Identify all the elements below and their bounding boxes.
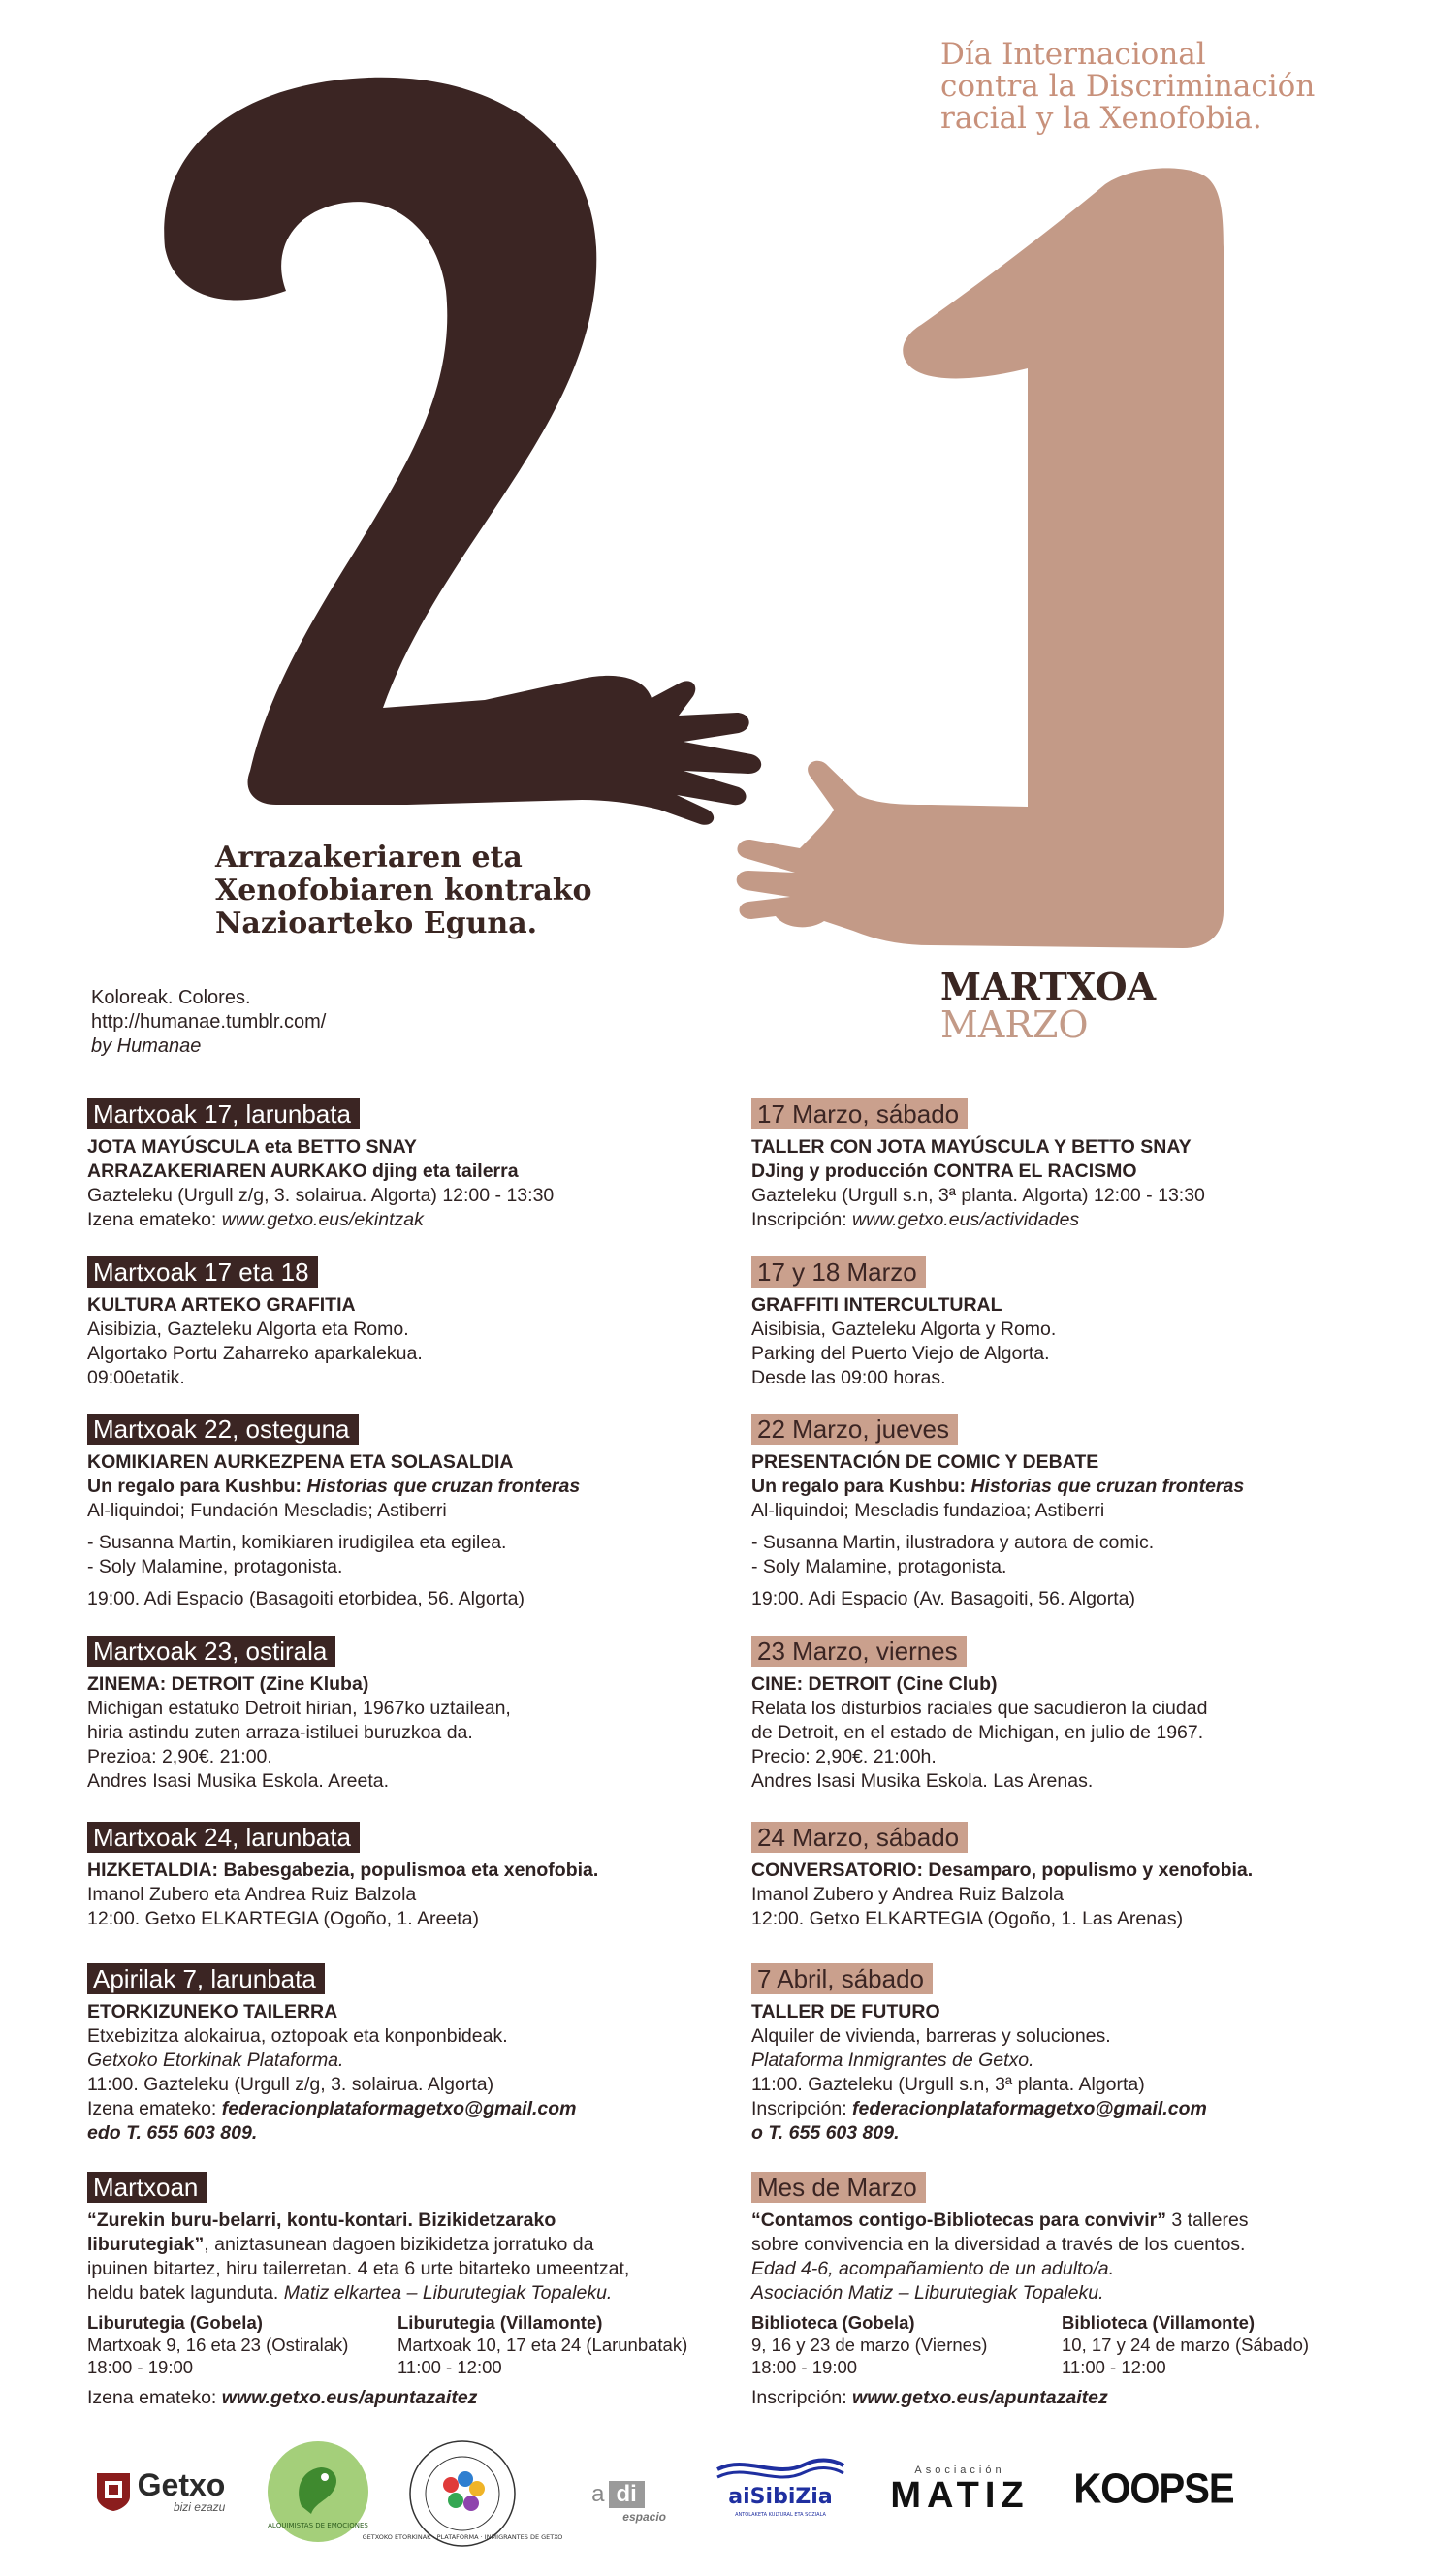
- description-text: , aniztasunean dagoen bizikidetza jorratuko da: [204, 2234, 594, 2255]
- library-dates: Martxoak 9, 16 eta 23 (Ostiralak): [87, 2335, 349, 2355]
- title-text: “Contamos contigo-Bibliotecas para convivir”: [751, 2210, 1166, 2231]
- event-location: 11:00. Gazteleku (Urgull s.n, 3ª planta. Algorta): [751, 2074, 1145, 2095]
- event-basque-4: [87, 1636, 708, 1794]
- plataforma-text: GETXOKO ETORKINAK · PLATAFORMA · INMIGRANTES DE GETXO: [362, 2533, 563, 2541]
- description-text: heldu batek lagunduta.: [87, 2282, 284, 2304]
- event-basque-2: [87, 1256, 708, 1390]
- getxo-wordmark: Getxo: [137, 2467, 226, 2502]
- event-description: [87, 2281, 708, 2306]
- event-spanish-6: [751, 1963, 1372, 2146]
- aisibizia-tagline: ANTOLAKETA KULTURAL ETA SOZIALA: [735, 2512, 826, 2518]
- registration-link[interactable]: www.getxo.eus/ekintzak: [221, 1209, 424, 1230]
- event-title: KULTURA ARTEKO GRAFITIA: [87, 1294, 356, 1316]
- library-title: Liburutegia (Gobela): [87, 2312, 263, 2333]
- event-subtitle: ARRAZAKERIAREN AURKAKO djing eta tailerra: [87, 1161, 519, 1182]
- event-date: 17 Marzo, sábado: [751, 1098, 968, 1129]
- event-location: 12:00. Getxo ELKARTEGIA (Ogoño, 1. Las Arenas): [751, 1908, 1184, 1929]
- event-title: KOMIKIAREN AURKEZPENA ETA SOLASALDIA: [87, 1451, 514, 1473]
- getxo-logo[interactable]: [87, 2463, 233, 2521]
- event-date: 23 Marzo, viernes: [751, 1636, 967, 1667]
- title-es-line-3: racial y la Xenofobia.: [940, 101, 1262, 136]
- title-eu-line-3: Nazioarteko Eguna.: [215, 906, 538, 940]
- library-time: 11:00 - 12:00: [398, 2357, 502, 2377]
- library-time: 11:00 - 12:00: [1062, 2357, 1166, 2377]
- plataforma-circle-icon: [362, 2438, 563, 2550]
- event-date: Martxoak 17 eta 18: [87, 1256, 318, 1288]
- library-villamonte: [398, 2311, 708, 2378]
- event-basque-7: [87, 2172, 708, 2410]
- event-title: [751, 2209, 1372, 2233]
- event-spanish-7: [751, 2172, 1372, 2410]
- event-basque-5: [87, 1822, 708, 1931]
- aisibizia-wave-icon: [708, 2450, 853, 2528]
- plataforma-inmigrantes-logo[interactable]: [362, 2438, 563, 2550]
- event-location: Gazteleku (Urgull s.n, 3ª planta. Algorta) 12:00 - 13:30: [751, 1185, 1205, 1206]
- registration-link[interactable]: www.getxo.eus/apuntazaitez: [221, 2387, 478, 2408]
- event-detail: Etxebizitza alokairua, oztopoak eta konponbideak.: [87, 2025, 508, 2047]
- event-organizer: Getxoko Etorkinak Plataforma.: [87, 2050, 344, 2071]
- event-registration: [751, 2386, 1372, 2410]
- library-villamonte: [1062, 2311, 1372, 2378]
- title-eu-line-1: Arrazakeriaren eta: [215, 841, 523, 875]
- event-location: Andres Isasi Musika Eskola. Las Arenas.: [751, 1770, 1094, 1792]
- title-eu-line-2: Xenofobiaren kontrako: [215, 874, 592, 907]
- library-dates: 9, 16 y 23 de marzo (Viernes): [751, 2335, 988, 2355]
- adi-block: di: [609, 2481, 645, 2508]
- description-text: 3 talleres: [1166, 2210, 1249, 2231]
- event-date: Martxoan: [87, 2172, 207, 2203]
- event-detail: Aisibisia, Gazteleku Algorta y Romo.: [751, 1319, 1057, 1340]
- event-price: Precio: 2,90€. 21:00h.: [751, 1746, 937, 1767]
- event-title: JOTA MAYÚSCULA eta BETTO SNAY: [87, 1136, 417, 1158]
- event-date: Mes de Marzo: [751, 2172, 926, 2203]
- adi-letter: a: [591, 2481, 605, 2507]
- event-spanish-3: [751, 1414, 1372, 1611]
- event-detail: Michigan estatuko Detroit hirian, 1967ko uztailean,: [87, 1698, 511, 1719]
- registration-label: Izena emateko:: [87, 2098, 222, 2119]
- library-schedule: [87, 2311, 708, 2378]
- event-description: ipuinen bitartez, hiru tailerretan. 4 eta 6 urte bitarteko umeentzat,: [87, 2258, 630, 2279]
- title-spanish: [940, 39, 1406, 135]
- event-detail: Al-liquindoi; Mescladis fundazioa; Astiberri: [751, 1500, 1105, 1521]
- event-spanish-5: [751, 1822, 1372, 1931]
- month-basque: MARTXOA: [940, 965, 1157, 1008]
- event-registration: [87, 1208, 708, 1232]
- numeral-two-shape: [164, 78, 761, 825]
- event-description: sobre convivencia en la diversidad a través de los cuentos.: [751, 2234, 1246, 2255]
- event-title: TALLER CON JOTA MAYÚSCULA Y BETTO SNAY: [751, 1136, 1192, 1158]
- event-detail: Algortako Portu Zaharreko aparkalekua.: [87, 1343, 423, 1364]
- event-spanish-4: [751, 1636, 1372, 1794]
- event-detail: de Detroit, en el estado de Michigan, en julio de 1967.: [751, 1722, 1204, 1743]
- adi-subtitle: espacio: [622, 2510, 666, 2524]
- event-title: HIZKETALDIA: Babesgabezia, populismoa eta xenofobia.: [87, 1860, 599, 1881]
- event-location: 19:00. Adi Espacio (Av. Basagoiti, 56. Algorta): [751, 1588, 1136, 1609]
- event-location: 12:00. Getxo ELKARTEGIA (Ogoño, 1. Areeta): [87, 1908, 479, 1929]
- event-registration: [751, 1208, 1372, 1232]
- getxo-tagline: bizi ezazu: [173, 2500, 226, 2514]
- koopse-logo[interactable]: [1071, 2460, 1236, 2518]
- library-time: 18:00 - 19:00: [751, 2357, 858, 2377]
- matiz-logo[interactable]: [887, 2453, 1033, 2526]
- subtitle-lead: Un regalo para Kushbu:: [751, 1476, 971, 1497]
- event-date: 7 Abril, sábado: [751, 1963, 933, 1994]
- event-date: 17 y 18 Marzo: [751, 1256, 926, 1288]
- sponsor-logos: [78, 2438, 1367, 2545]
- event-title: “Zurekin buru-belarri, kontu-kontari. Bizikidetzarako: [87, 2210, 556, 2231]
- event-detail: Aisibizia, Gazteleku Algorta eta Romo.: [87, 1319, 409, 1340]
- registration-label: Inscripción:: [751, 2387, 853, 2408]
- event-basque-6: [87, 1963, 708, 2146]
- event-detail: hiria astindu zuten arraza-istiluei buruzkoa da.: [87, 1722, 473, 1743]
- registration-label: Izena emateko:: [87, 1209, 222, 1230]
- event-spanish-1: [751, 1098, 1372, 1232]
- registration-link[interactable]: www.getxo.eus/actividades: [852, 1209, 1080, 1230]
- event-detail: Imanol Zubero eta Andrea Ruiz Balzola: [87, 1884, 417, 1905]
- aisibizia-logo[interactable]: [708, 2450, 853, 2528]
- event-registration: [751, 2097, 1372, 2121]
- event-price: Prezioa: 2,90€. 21:00.: [87, 1746, 272, 1767]
- event-title: ZINEMA: DETROIT (Zine Kluba): [87, 1673, 369, 1695]
- title-es-line-2: contra la Discriminación: [940, 69, 1316, 104]
- title-es-line-1: Día Internacional: [940, 37, 1206, 72]
- adi-espacio-logo[interactable]: [562, 2465, 674, 2524]
- event-organizer: Matiz elkartea – Liburutegiak Topaleku.: [283, 2282, 613, 2304]
- event-detail: - Soly Malamine, protagonista.: [751, 1556, 1007, 1577]
- registration-link[interactable]: www.getxo.eus/apuntazaitez: [852, 2387, 1108, 2408]
- event-phone: o T. 655 603 809.: [751, 2122, 900, 2144]
- hero-21-illustration: [0, 0, 1431, 970]
- registration-label: Inscripción:: [751, 1209, 853, 1230]
- event-time: Desde las 09:00 horas.: [751, 1367, 946, 1388]
- event-date: Apirilak 7, larunbata: [87, 1963, 325, 1994]
- registration-label: Inscripción:: [751, 2098, 853, 2119]
- event-time: 09:00etatik.: [87, 1367, 185, 1388]
- credit-url-link[interactable]: http://humanae.tumblr.com/: [91, 1011, 327, 1033]
- library-dates: Martxoak 10, 17 eta 24 (Larunbatak): [398, 2335, 688, 2355]
- registration-email-link[interactable]: federacionplataformagetxo@gmail.com: [221, 2098, 577, 2119]
- event-detail: Alquiler de vivienda, barreras y soluciones.: [751, 2025, 1111, 2047]
- registration-email-link[interactable]: federacionplataformagetxo@gmail.com: [852, 2098, 1207, 2119]
- event-location: Gazteleku (Urgull z/g, 3. solairua. Algorta) 12:00 - 13:30: [87, 1185, 555, 1206]
- event-detail: - Soly Malamine, protagonista.: [87, 1556, 343, 1577]
- event-detail: Parking del Puerto Viejo de Algorta.: [751, 1343, 1050, 1364]
- event-date: 24 Marzo, sábado: [751, 1822, 968, 1853]
- matiz-tagline: Asociación: [914, 2464, 1005, 2476]
- event-subtitle: DJing y producción CONTRA EL RACISMO: [751, 1161, 1137, 1182]
- alquimistas-badge-icon: [265, 2438, 371, 2545]
- alquimistas-text: ALQUIMISTAS DE EMOCIONES: [268, 2522, 368, 2529]
- library-time: 18:00 - 19:00: [87, 2357, 194, 2377]
- credit-author: by Humanae: [91, 1035, 202, 1057]
- event-detail: Relata los disturbios raciales que sacudieron la ciudad: [751, 1698, 1208, 1719]
- event-organizer: Plataforma Inmigrantes de Getxo.: [751, 2050, 1034, 2071]
- event-organizer: Asociación Matiz – Liburutegiak Topaleku.: [751, 2282, 1104, 2304]
- event-location: 19:00. Adi Espacio (Basagoiti etorbidea, 56. Algorta): [87, 1588, 525, 1609]
- library-gobela: [87, 2311, 398, 2378]
- event-phone: edo T. 655 603 809.: [87, 2122, 258, 2144]
- library-title: Biblioteca (Gobela): [751, 2312, 915, 2333]
- image-credit: [91, 986, 479, 1059]
- subtitle-book: Historias que cruzan fronteras: [970, 1476, 1245, 1497]
- event-date: Martxoak 23, ostirala: [87, 1636, 335, 1667]
- event-location: 11:00. Gazteleku (Urgull z/g, 3. solairua. Algorta): [87, 2074, 494, 2095]
- registration-label: Izena emateko:: [87, 2387, 222, 2408]
- title-basque: [215, 842, 758, 940]
- event-description: [87, 2233, 708, 2257]
- numeral-one-shape: [737, 168, 1224, 948]
- event-title: PRESENTACIÓN DE COMIC Y DEBATE: [751, 1451, 1099, 1473]
- event-detail: - Susanna Martin, komikiaren irudigilea eta egilea.: [87, 1532, 507, 1553]
- aisibizia-wordmark: aiSibiZia: [728, 2485, 833, 2509]
- event-date: Martxoak 24, larunbata: [87, 1822, 360, 1853]
- event-subtitle: [87, 1475, 708, 1499]
- title-end: liburutegiak”: [87, 2234, 205, 2255]
- getxo-shield-icon: [95, 2471, 132, 2512]
- library-schedule: [751, 2311, 1372, 2378]
- event-registration: [87, 2097, 708, 2121]
- library-title: Liburutegia (Villamonte): [398, 2312, 603, 2333]
- event-basque-1: [87, 1098, 708, 1232]
- koopse-wordmark: KOOPSE: [1073, 2465, 1234, 2512]
- library-title: Biblioteca (Villamonte): [1062, 2312, 1256, 2333]
- event-audience: Edad 4-6, acompañamiento de un adulto/a.: [751, 2258, 1115, 2279]
- credit-line: Koloreak. Colores.: [91, 987, 251, 1008]
- event-detail: Imanol Zubero y Andrea Ruiz Balzola: [751, 1884, 1064, 1905]
- event-date: 22 Marzo, jueves: [751, 1414, 958, 1445]
- event-basque-3: [87, 1414, 708, 1611]
- event-subtitle: [751, 1475, 1372, 1499]
- alquimistas-logo[interactable]: [265, 2438, 371, 2545]
- event-title: CINE: DETROIT (Cine Club): [751, 1673, 998, 1695]
- event-title: CONVERSATORIO: Desamparo, populismo y xenofobia.: [751, 1860, 1254, 1881]
- event-spanish-2: [751, 1256, 1372, 1390]
- matiz-wordmark: MATIZ: [890, 2474, 1030, 2516]
- event-detail: - Susanna Martin, ilustradora y autora de comic.: [751, 1532, 1155, 1553]
- event-detail: Al-liquindoi; Fundación Mescladis; Astiberri: [87, 1500, 447, 1521]
- event-title: TALLER DE FUTURO: [751, 2001, 940, 2022]
- library-gobela: [751, 2311, 1062, 2378]
- event-location: Andres Isasi Musika Eskola. Areeta.: [87, 1770, 390, 1792]
- event-title: GRAFFITI INTERCULTURAL: [751, 1294, 1002, 1316]
- subtitle-book: Historias que cruzan fronteras: [306, 1476, 581, 1497]
- library-dates: 10, 17 y 24 de marzo (Sábado): [1062, 2335, 1310, 2355]
- month-spanish: MARZO: [940, 1003, 1089, 1046]
- subtitle-lead: Un regalo para Kushbu:: [87, 1476, 307, 1497]
- event-date: Martxoak 22, osteguna: [87, 1414, 359, 1445]
- event-date: Martxoak 17, larunbata: [87, 1098, 360, 1129]
- event-title: ETORKIZUNEKO TAILERRA: [87, 2001, 338, 2022]
- event-registration: [87, 2386, 708, 2410]
